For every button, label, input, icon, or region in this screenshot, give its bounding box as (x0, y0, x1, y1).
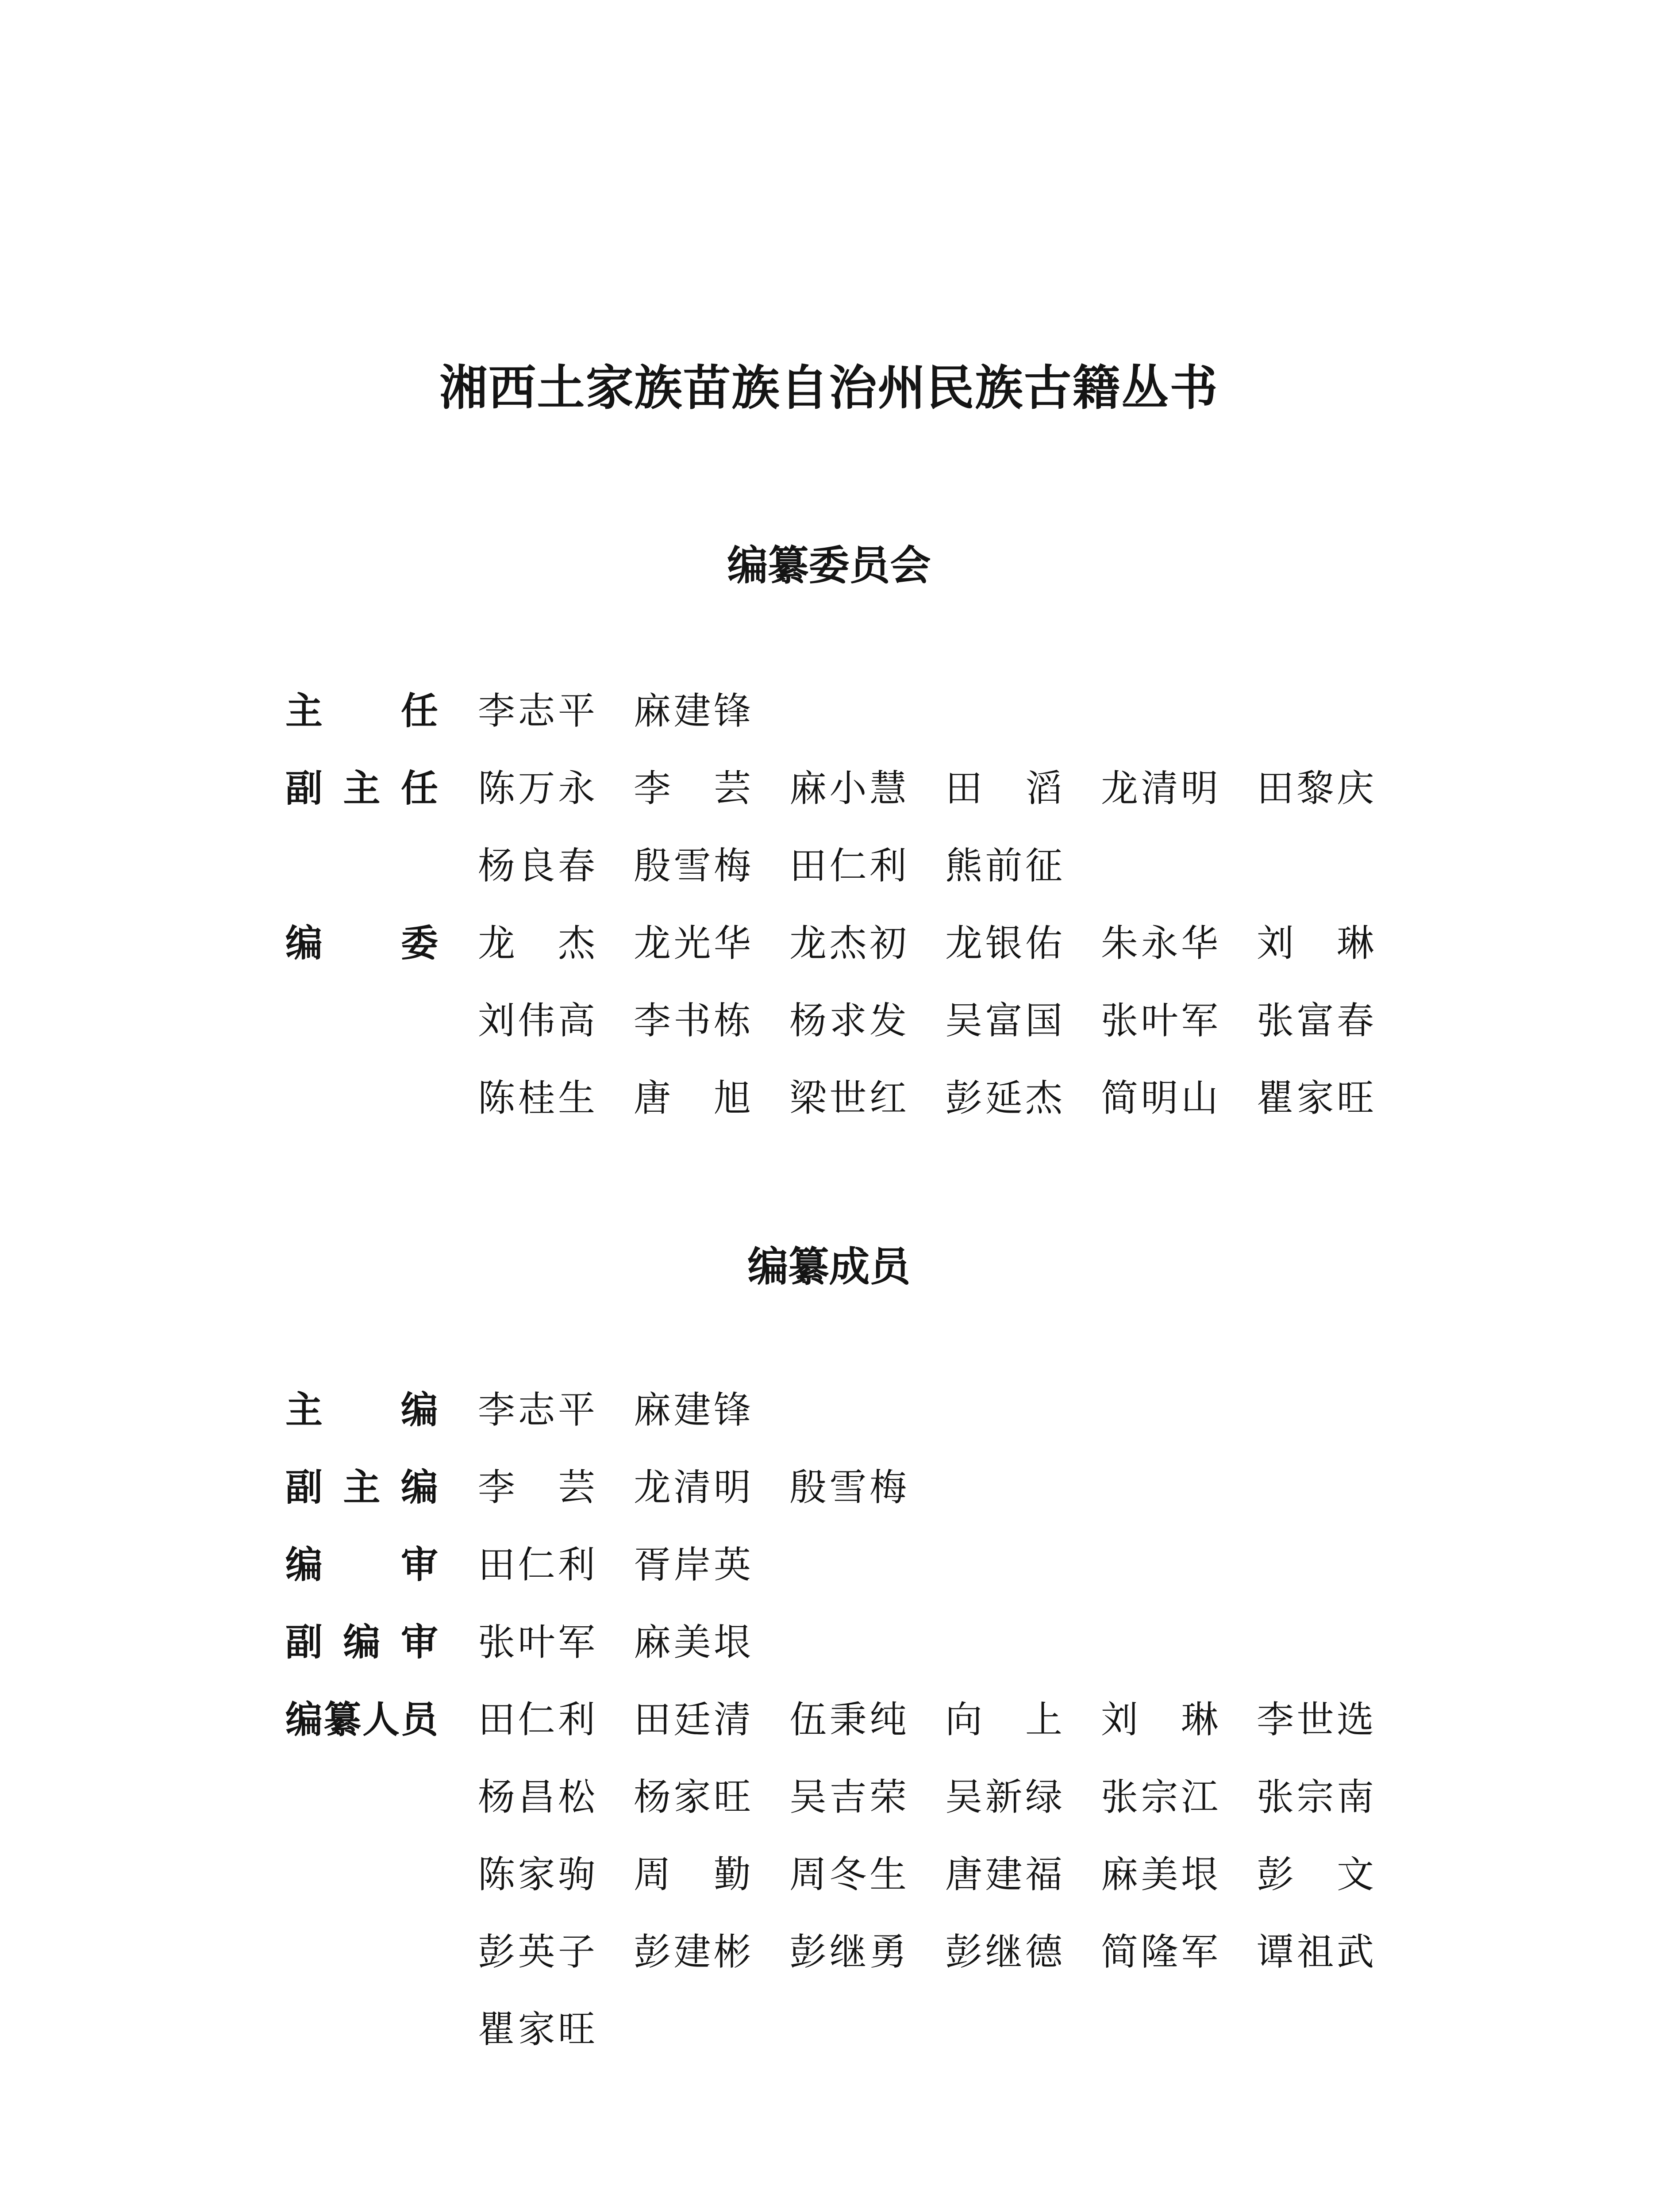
staff-row (0, 914, 1658, 991)
person-name: 杨 良 春 (478, 844, 595, 887)
staff-row (0, 1690, 1658, 1767)
person-name: 张 叶 军 (478, 1620, 595, 1664)
person-name: 龙 光 华 (634, 921, 751, 965)
role-label: 副 主 任 (285, 766, 438, 810)
committee-list (0, 681, 1658, 1146)
staff-row (0, 2000, 1658, 2077)
person-name: 李 志 平 (478, 1388, 595, 1432)
person-name: 伍 秉 纯 (789, 1697, 907, 1741)
role-label (285, 1767, 438, 1820)
staff-row (0, 1845, 1658, 1922)
person-name: 唐 建 福 (945, 1852, 1062, 1896)
person-name: 刘 琳 (1101, 1697, 1218, 1741)
person-name: 彭 英 子 (478, 1930, 595, 1974)
person-name: 殷 雪 梅 (634, 844, 751, 887)
committee-heading: 编纂委员会 (727, 541, 931, 589)
person-name: 简 明 山 (1101, 1076, 1218, 1120)
staff-row (0, 1535, 1658, 1613)
person-name: 李 世 选 (1257, 1697, 1374, 1741)
person-name: 陈 家 驹 (478, 1852, 595, 1896)
person-name: 简 隆 军 (1101, 1930, 1218, 1974)
person-name: 向 上 (945, 1697, 1062, 1741)
person-name: 杨 求 发 (789, 998, 907, 1042)
person-name: 周 勤 (634, 1852, 751, 1896)
role-label: 主 任 (285, 689, 438, 733)
staff-row (0, 991, 1658, 1068)
person-name: 麻 建 锋 (634, 1388, 751, 1432)
person-name: 唐 旭 (634, 1076, 751, 1120)
person-name: 彭 文 (1257, 1852, 1374, 1896)
editors-list (0, 1380, 1658, 2077)
staff-row (0, 681, 1658, 759)
person-name: 陈 万 永 (478, 766, 595, 810)
person-name: 李 芸 (478, 1465, 595, 1509)
person-name: 张 宗 江 (1101, 1775, 1218, 1819)
person-name: 杨 昌 松 (478, 1775, 595, 1819)
person-name: 彭 建 彬 (634, 1930, 751, 1974)
person-name: 田 仁 利 (789, 844, 907, 887)
person-name: 龙 杰 (478, 921, 595, 965)
person-name: 彭 继 勇 (789, 1930, 907, 1974)
person-name: 谭 祖 武 (1257, 1930, 1374, 1974)
staff-row (0, 1458, 1658, 1535)
editors-heading: 编纂成员 (747, 1243, 911, 1290)
person-name: 刘 琳 (1257, 921, 1374, 965)
person-name: 龙 清 明 (1101, 766, 1218, 810)
staff-row (0, 1613, 1658, 1690)
person-name: 龙 清 明 (634, 1465, 751, 1509)
person-name: 熊 前 征 (945, 844, 1062, 887)
role-label (285, 991, 438, 1044)
person-name: 麻 美 垠 (1101, 1852, 1218, 1896)
person-name: 朱 永 华 (1101, 921, 1218, 965)
person-name: 张 富 春 (1257, 998, 1374, 1042)
role-label: 副 主 编 (285, 1465, 438, 1509)
person-name: 麻 建 锋 (634, 689, 751, 733)
person-name: 龙 银 佑 (945, 921, 1062, 965)
person-name: 李 书 栋 (634, 998, 751, 1042)
person-name: 彭 延 杰 (945, 1076, 1062, 1120)
person-name: 张 叶 军 (1101, 998, 1218, 1042)
staff-row (0, 1380, 1658, 1458)
page-title: 湘西土家族苗族自治州民族古籍丛书 (439, 360, 1219, 416)
role-label (285, 836, 438, 889)
person-name: 田 廷 清 (634, 1697, 751, 1741)
person-name: 吴 新 绿 (945, 1775, 1062, 1819)
person-name: 田 黎 庆 (1257, 766, 1374, 810)
role-label (285, 1922, 438, 1975)
person-name: 吴 吉 荣 (789, 1775, 907, 1819)
staff-row (0, 836, 1658, 914)
person-name: 彭 继 德 (945, 1930, 1062, 1974)
person-name: 周 冬 生 (789, 1852, 907, 1896)
person-name: 张 宗 南 (1257, 1775, 1374, 1819)
person-name: 麻 美 垠 (634, 1620, 751, 1664)
person-name: 陈 桂 生 (478, 1076, 595, 1120)
staff-row (0, 1767, 1658, 1845)
person-name: 梁 世 红 (789, 1076, 907, 1120)
person-name: 杨 家 旺 (634, 1775, 751, 1819)
role-label: 编 纂 人 员 (285, 1697, 438, 1741)
role-label (285, 1845, 438, 1898)
role-label: 编 审 (285, 1543, 438, 1586)
staff-row (0, 1068, 1658, 1146)
person-name: 瞿 家 旺 (1257, 1076, 1374, 1120)
person-name: 麻 小 慧 (789, 766, 907, 810)
staff-row (0, 759, 1658, 836)
person-name: 李 芸 (634, 766, 751, 810)
person-name: 龙 杰 初 (789, 921, 907, 965)
role-label (285, 1068, 438, 1121)
person-name: 吴 富 国 (945, 998, 1062, 1042)
person-name: 田 仁 利 (478, 1697, 595, 1741)
person-name: 李 志 平 (478, 689, 595, 733)
person-name: 殷 雪 梅 (789, 1465, 907, 1509)
role-label (285, 2000, 438, 2053)
role-label: 主 编 (285, 1388, 438, 1432)
role-label: 编 委 (285, 921, 438, 965)
person-name: 田 仁 利 (478, 1543, 595, 1586)
role-label: 副 编 审 (285, 1620, 438, 1664)
staff-row (0, 1922, 1658, 2000)
person-name: 刘 伟 高 (478, 998, 595, 1042)
person-name: 田 滔 (945, 766, 1062, 810)
person-name: 胥 岸 英 (634, 1543, 751, 1586)
person-name: 瞿 家 旺 (478, 2007, 595, 2051)
